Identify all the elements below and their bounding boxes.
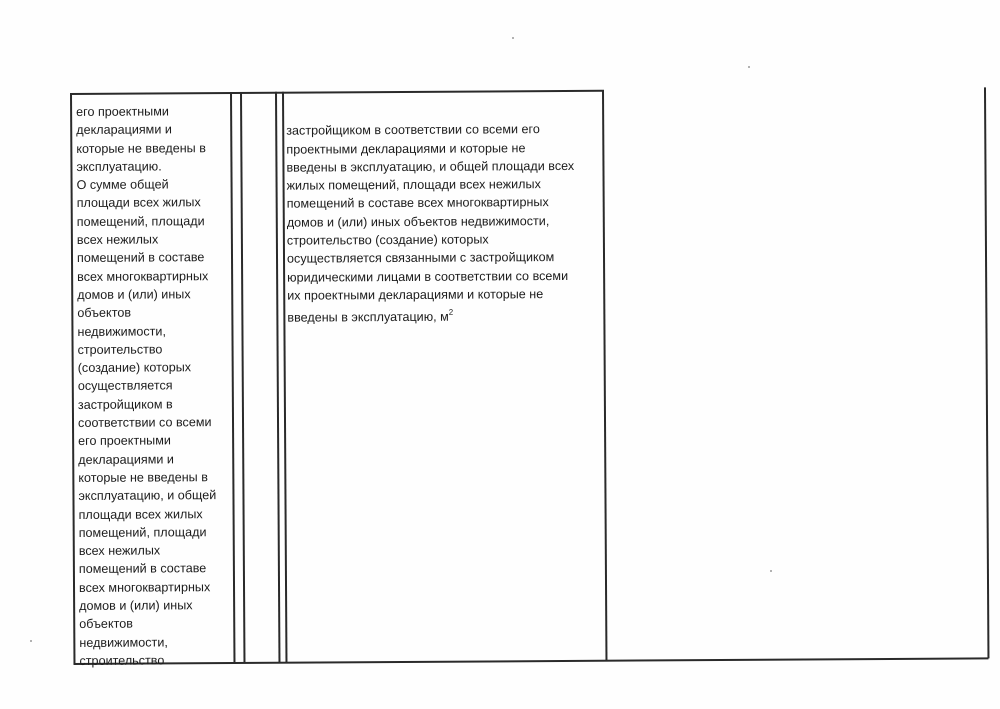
cell-column-3 [286, 102, 607, 328]
table-left-border [70, 93, 75, 664]
scan-speck [30, 640, 32, 642]
cell-column-1: его проектными декларациями и которые не введены в эксплуатацию. О сумме общей площади всех жилых помещений, площади всех нежилых помещений в составе всех многоквартирных домов и (или) иных объектов недвижимости, строительство (создание) которых осуществляется застройщиком в соответствии со всеми его проектными декларациями и которые не введены в эксплуатацию, и общей площади всех жилых помещений, площади всех нежилых помещений в составе всех многоквартирных домов и (или) иных объектов недвижимости, строительство [76, 104, 217, 668]
column-divider-2 [275, 92, 280, 663]
document-table [70, 87, 988, 668]
table-top-border [70, 90, 602, 95]
unit-superscript: 2 [448, 307, 454, 317]
scan-speck [512, 37, 514, 39]
column-divider-1b [240, 92, 245, 663]
table-right-border [984, 87, 989, 658]
scan-speck [748, 66, 750, 68]
cell-column-3-text: застройщиком в соответствии со всеми его проектными декларациями и которые не введены в эксплуатацию, и общей площади всех жилых помещений, площади всех нежилых помещений в составе всех многоквартирных домов и (или) иных объектов недвижимости, строительство (создание) которых осуществляется связанными с застройщиком юридическими лицами в соответствии со всеми их проектными декларациями и которые не введены в эксплуатацию, м [286, 122, 575, 325]
